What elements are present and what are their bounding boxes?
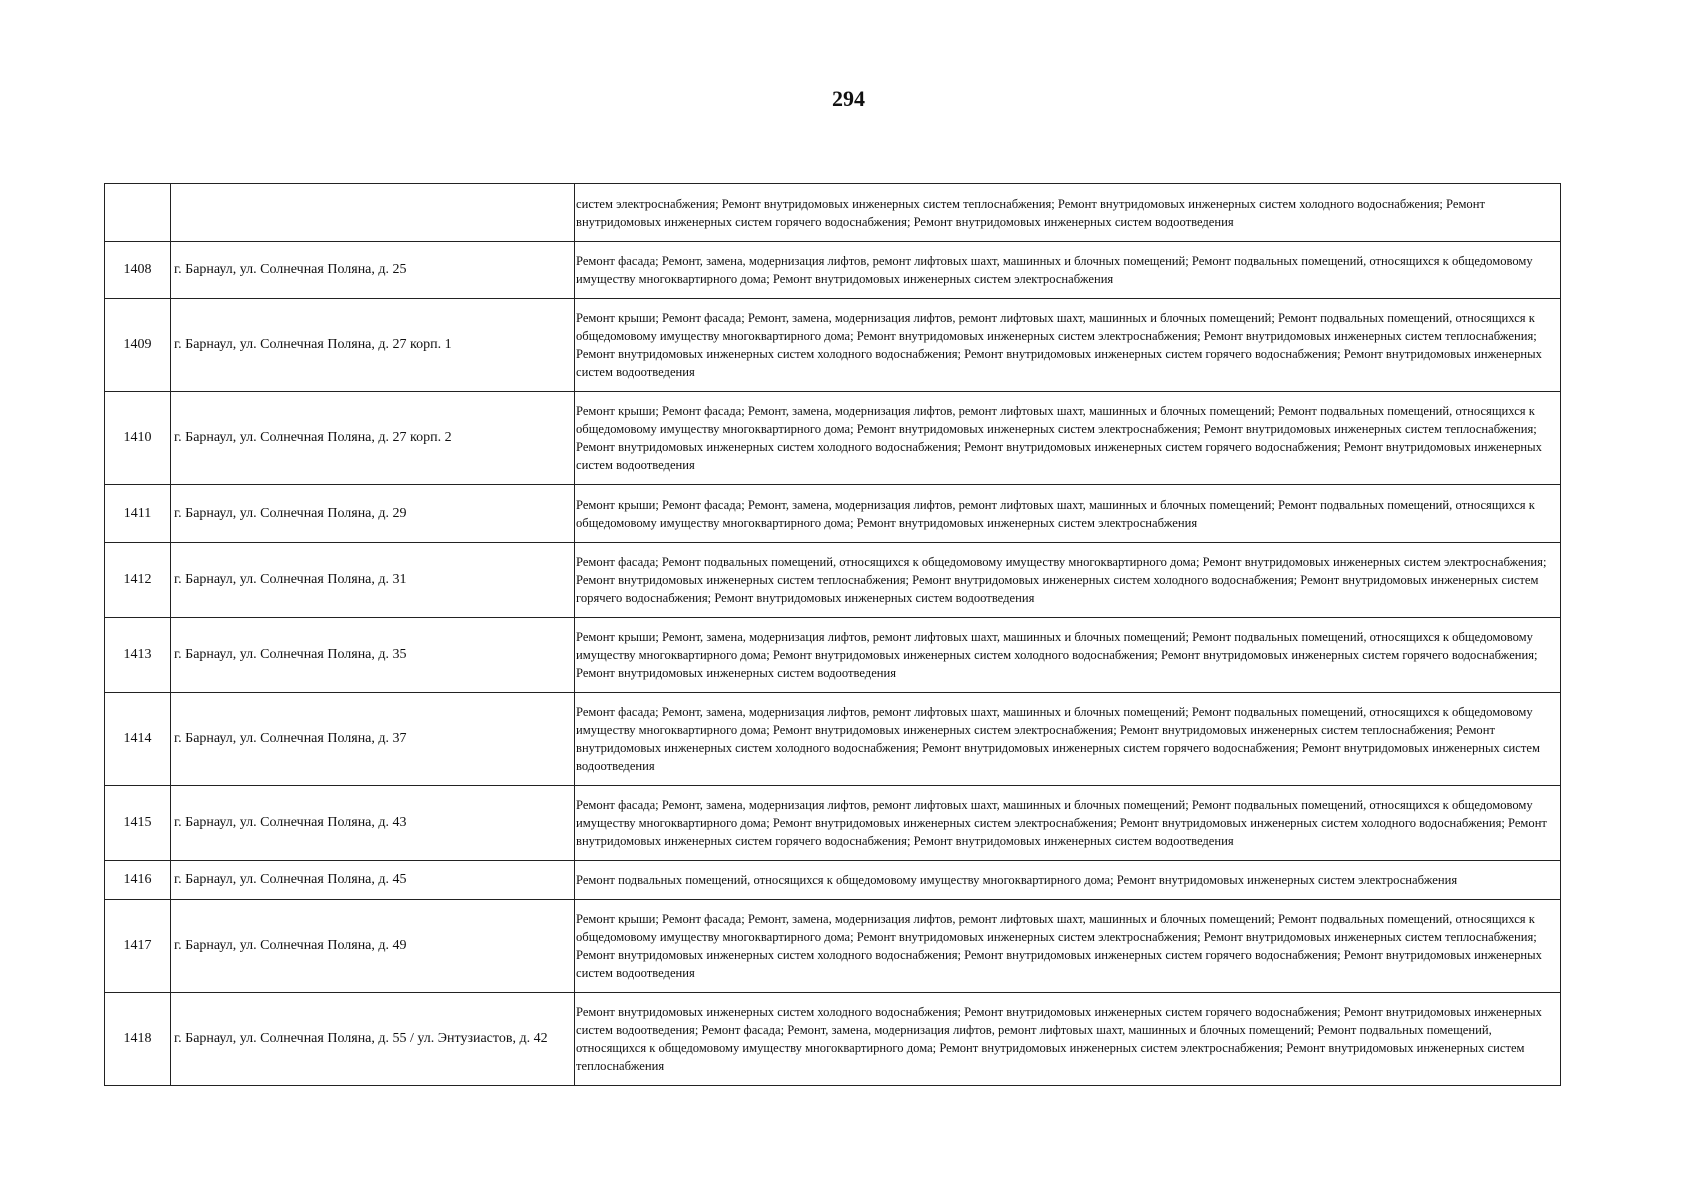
row-address [171,184,575,242]
table-row [105,693,1561,786]
row-address: г. Барнаул, ул. Солнечная Поляна, д. 25 [171,242,575,299]
row-works: Ремонт фасада; Ремонт, замена, модернизация лифтов, ремонт лифтовых шахт, машинных и блочных помещений; Ремонт подвальных помещений, относящихся к общедомовому имуществу многоквартирного дома; Ремонт внутридомовых инженерных систем электроснабжения [575,242,1561,299]
row-number: 1408 [105,242,171,299]
row-address: г. Барнаул, ул. Солнечная Поляна, д. 35 [171,618,575,693]
row-address: г. Барнаул, ул. Солнечная Поляна, д. 49 [171,900,575,993]
register-table [104,183,1561,1086]
row-works: Ремонт подвальных помещений, относящихся к общедомовому имуществу многоквартирного дома; Ремонт внутридомовых инженерных систем электроснабжения [575,861,1561,900]
table-row [105,242,1561,299]
row-address: г. Барнаул, ул. Солнечная Поляна, д. 27 корп. 1 [171,299,575,392]
row-number: 1413 [105,618,171,693]
table-row [105,485,1561,543]
table-row [105,392,1561,485]
row-works: Ремонт крыши; Ремонт, замена, модернизация лифтов, ремонт лифтовых шахт, машинных и блочных помещений; Ремонт подвальных помещений, относящихся к общедомовому имуществу многоквартирного дома; Ремонт внутридомовых инженерных систем холодного водоснабжения; Ремонт внутридомовых инженерных систем горячего водоснабжения; Ремонт внутридомовых инженерных систем водоотведения [575,618,1561,693]
row-address: г. Барнаул, ул. Солнечная Поляна, д. 45 [171,861,575,900]
row-address: г. Барнаул, ул. Солнечная Поляна, д. 37 [171,693,575,786]
row-number: 1412 [105,543,171,618]
row-number: 1417 [105,900,171,993]
row-number: 1416 [105,861,171,900]
table-row [105,900,1561,993]
row-address: г. Барнаул, ул. Солнечная Поляна, д. 27 корп. 2 [171,392,575,485]
row-works: Ремонт крыши; Ремонт фасада; Ремонт, замена, модернизация лифтов, ремонт лифтовых шахт, машинных и блочных помещений; Ремонт подвальных помещений, относящихся к общедомовому имуществу многоквартирного дома; Ремонт внутридомовых инженерных систем электроснабжения; Ремонт внутридомовых инженерных систем теплоснабжения; Ремонт внутридомовых инженерных систем холодного водоснабжения; Ремонт внутридомовых инженерных систем горячего водоснабжения; Ремонт внутридомовых инженерных систем водоотведения [575,900,1561,993]
row-works: Ремонт фасада; Ремонт подвальных помещений, относящихся к общедомовому имуществу многоквартирного дома; Ремонт внутридомовых инженерных систем электроснабжения; Ремонт внутридомовых инженерных систем теплоснабжения; Ремонт внутридомовых инженерных систем холодного водоснабжения; Ремонт внутридомовых инженерных систем горячего водоснабжения; Ремонт внутридомовых инженерных систем водоотведения [575,543,1561,618]
table-row [105,618,1561,693]
row-number: 1409 [105,299,171,392]
row-address: г. Барнаул, ул. Солнечная Поляна, д. 29 [171,485,575,543]
row-works: Ремонт крыши; Ремонт фасада; Ремонт, замена, модернизация лифтов, ремонт лифтовых шахт, машинных и блочных помещений; Ремонт подвальных помещений, относящихся к общедомовому имуществу многоквартирного дома; Ремонт внутридомовых инженерных систем электроснабжения [575,485,1561,543]
row-works: систем электроснабжения; Ремонт внутридомовых инженерных систем теплоснабжения; Ремонт внутридомовых инженерных систем холодного водоснабжения; Ремонт внутридомовых инженерных систем горячего водоснабжения; Ремонт внутридомовых инженерных систем водоотведения [575,184,1561,242]
table-row [105,786,1561,861]
table-row [105,543,1561,618]
row-works: Ремонт фасада; Ремонт, замена, модернизация лифтов, ремонт лифтовых шахт, машинных и блочных помещений; Ремонт подвальных помещений, относящихся к общедомовому имуществу многоквартирного дома; Ремонт внутридомовых инженерных систем электроснабжения; Ремонт внутридомовых инженерных систем теплоснабжения; Ремонт внутридомовых инженерных систем холодного водоснабжения; Ремонт внутридомовых инженерных систем горячего водоснабжения; Ремонт внутридомовых инженерных систем водоотведения [575,693,1561,786]
page-number: 294 [832,86,865,111]
row-number: 1410 [105,392,171,485]
row-number: 1414 [105,693,171,786]
row-address: г. Барнаул, ул. Солнечная Поляна, д. 55 / ул. Энтузиастов, д. 42 [171,993,575,1086]
row-works: Ремонт крыши; Ремонт фасада; Ремонт, замена, модернизация лифтов, ремонт лифтовых шахт, машинных и блочных помещений; Ремонт подвальных помещений, относящихся к общедомовому имуществу многоквартирного дома; Ремонт внутридомовых инженерных систем электроснабжения; Ремонт внутридомовых инженерных систем теплоснабжения; Ремонт внутридомовых инженерных систем холодного водоснабжения; Ремонт внутридомовых инженерных систем горячего водоснабжения; Ремонт внутридомовых инженерных систем водоотведения [575,392,1561,485]
table-row [105,299,1561,392]
row-works: Ремонт крыши; Ремонт фасада; Ремонт, замена, модернизация лифтов, ремонт лифтовых шахт, машинных и блочных помещений; Ремонт подвальных помещений, относящихся к общедомовому имуществу многоквартирного дома; Ремонт внутридомовых инженерных систем электроснабжения; Ремонт внутридомовых инженерных систем теплоснабжения; Ремонт внутридомовых инженерных систем холодного водоснабжения; Ремонт внутридомовых инженерных систем горячего водоснабжения; Ремонт внутридомовых инженерных систем водоотведения [575,299,1561,392]
row-address: г. Барнаул, ул. Солнечная Поляна, д. 31 [171,543,575,618]
row-number: 1418 [105,993,171,1086]
row-number [105,184,171,242]
row-works: Ремонт фасада; Ремонт, замена, модернизация лифтов, ремонт лифтовых шахт, машинных и блочных помещений; Ремонт подвальных помещений, относящихся к общедомовому имуществу многоквартирного дома; Ремонт внутридомовых инженерных систем электроснабжения; Ремонт внутридомовых инженерных систем холодного водоснабжения; Ремонт внутридомовых инженерных систем горячего водоснабжения; Ремонт внутридомовых инженерных систем водоотведения [575,786,1561,861]
row-number: 1411 [105,485,171,543]
table-row [105,184,1561,242]
table-row [105,993,1561,1086]
row-number: 1415 [105,786,171,861]
table-row [105,861,1561,900]
row-works: Ремонт внутридомовых инженерных систем холодного водоснабжения; Ремонт внутридомовых инженерных систем горячего водоснабжения; Ремонт внутридомовых инженерных систем водоотведения; Ремонт фасада; Ремонт, замена, модернизация лифтов, ремонт лифтовых шахт, машинных и блочных помещений; Ремонт подвальных помещений, относящихся к общедомовому имуществу многоквартирного дома; Ремонт внутридомовых инженерных систем электроснабжения; Ремонт внутридомовых инженерных систем теплоснабжения [575,993,1561,1086]
row-address: г. Барнаул, ул. Солнечная Поляна, д. 43 [171,786,575,861]
